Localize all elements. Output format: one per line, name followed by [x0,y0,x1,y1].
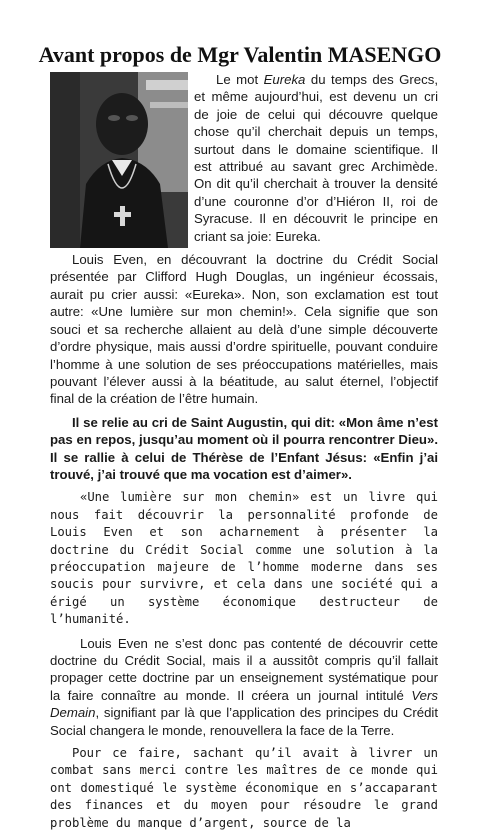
paragraph-2: Louis Even, en découvrant la doctrine du Crédit Social présentée par Clifford Hugh Douglas, un ingénieur écossais, aurait pu crier aussi: «Eureka». Non, son exclamation est tout autre: «Une lumière sur mon chemin!». Cela signifie que son souci et sa recherche allaient au delà d’une simple découverte d’ordre physique, mais aussi d’ordre spirituelle, pouvant conduire l’homme à une solution de ses préoccupations matérielles, mais pouvant l’élever aussi à la béatitude, au salut éternel, l’objectif final de la création de l’être humain. [50,252,438,407]
photo-wrap-space [50,71,194,251]
paragraph-4: «Une lumière sur mon chemin» est un livre qui nous fait découvrir la personnalité profonde de Louis Even et son acharnement à présenter la doctrine du Crédit Social comme une solution à la préoccupation majeure de l’homme moderne dans ses soucis pour survivre, et cela dans une société qui a érigé un système économique destructeur de l’humanité. [50,490,438,627]
paragraph-1: Le mot Eureka du temps des Grecs, et même aujourd’hui, est devenu un cri de joie de celui qui découvre quelque chose qu’il cherchait depuis un temps, surtout dans le domaine scientifique. Il est attribué au savant grec Archimède. On dit qu’il cherchait à trouver la densité d’une couronne d’or d’Hiéron II, roi de Syracuse. Il en découvrit le principe en criant sa joie: Eureka. [194,72,438,244]
article-body [50,71,438,838]
paragraph-5: Louis Even ne s’est donc pas contenté de découvrir cette doctrine du Crédit Social, mais il a aussitôt compris qu’il fallait propager cette doctrine par un enseignement systématique pour la faire connaître au monde. Il créera un journal intitulé Vers Demain, signifiant par là que l’application des principes du Crédit Social changera le monde, renouvellera la face de la Terre. [50,635,438,738]
page-title: Avant propos de Mgr Valentin MASENGO [38,42,442,67]
paragraph-3: Il se relie au cri de Saint Augustin, qui dit: «Mon âme n’est pas en repos, jusqu’au moment où il pourra rencontrer Dieu». Il se rallie à celui de Thérèse de l’Enfant Jésus: «Enfin j’ai trouvé, j’ai trouvé que ma vocation est d’aimer». [50,414,438,482]
paragraph-6: Pour ce faire, sachant qu’il avait à livrer un combat sans merci contre les maîtres de ce monde qui ont domestiqué le système économique en s’accaparant des finances et du moyen pour résoudre le grand problème du manque d’argent, source de la [50,746,438,830]
